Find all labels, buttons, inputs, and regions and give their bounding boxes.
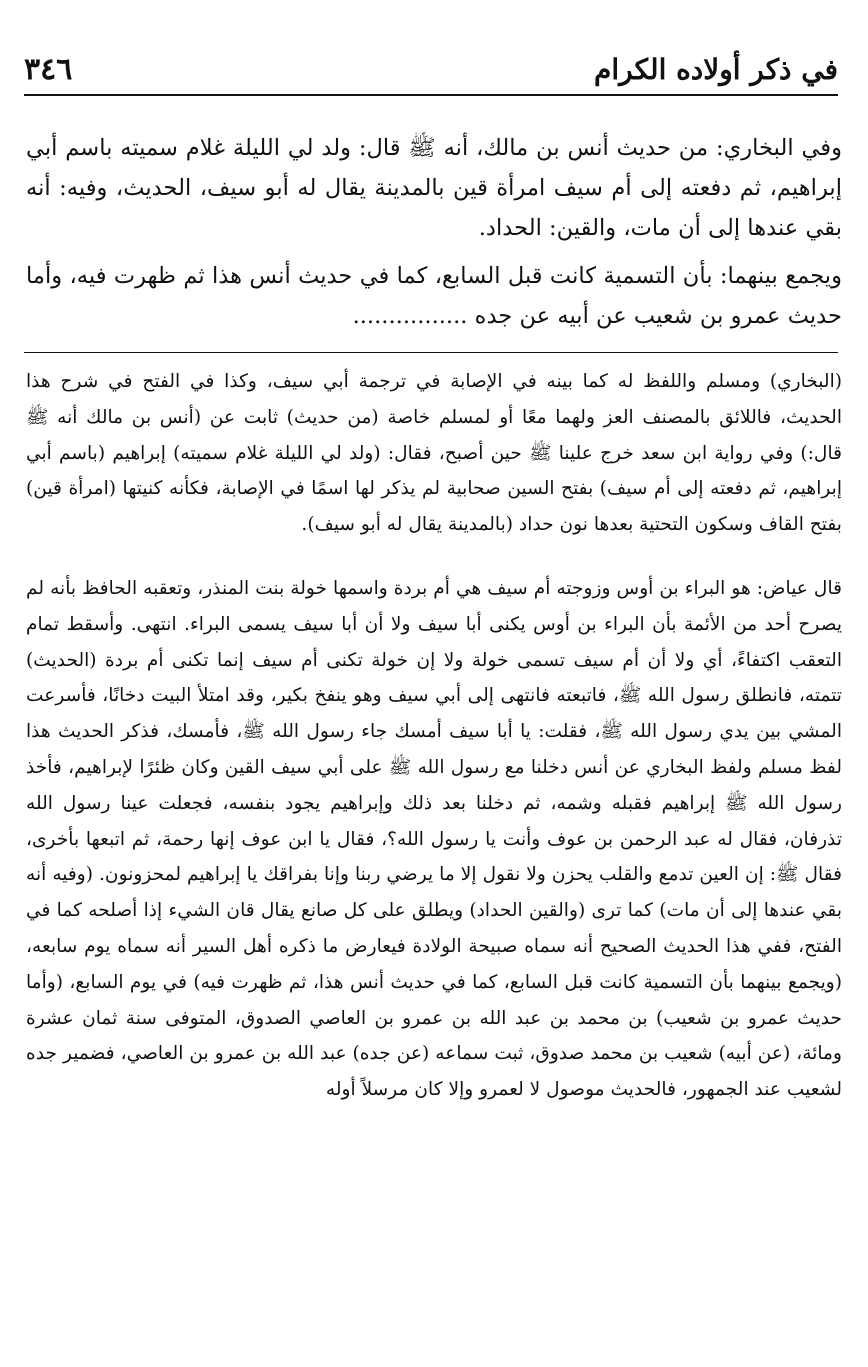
running-title: في ذكر أولاده الكرام [594,52,838,86]
page-header [24,44,838,96]
commentary-paragraph: قال عياض: هو البراء بن أوس وزوجته أم سيف هي أم بردة واسمها خولة بنت المنذر، وتعقبه الحافظ بأنه لم يصرح أحد من الأئمة بأن البراء بن أوس يكنى أبا سيف ولا أن أبا سيف يسمى البراء. انتهى. وأسقط تمام التعقب اكتفاءً، أي ولا أن أم سيف تسمى خولة ولا إن خولة تكنى أم سيف إنما تكنى أم بردة (الحديث) تتمته، فانطلق رسول الله ﷺ، فاتبعته فانتهى إلى أبي سيف وهو ينفخ بكير، وقد امتلأ البيت دخانًا، فأسرعت المشي بين يدي رسول الله ﷺ، فقلت: يا أبا سيف أمسك جاء رسول الله ﷺ، فأمسك، فذكر الحديث هذا لفظ مسلم ولفظ البخاري عن أنس دخلنا مع رسول الله ﷺ على أبي سيف القين وكان ظئرًا لإبراهيم، فأخذ رسول الله ﷺ إبراهيم فقبله وشمه، ثم دخلنا بعد ذلك وإبراهيم يجود بنفسه، فجعلت عينا رسول الله تذرفان، فقال له عبد الرحمن بن عوف وأنت يا رسول الله؟، فقال يا ابن عوف إنها رحمة، ثم اتبعها بأخرى، فقال ﷺ: إن العين تدمع والقلب يحزن ولا نقول إلا ما يرضي ربنا وإنا بفراقك يا إبراهيم لمحزونون. (وفيه أنه بقي عندها إلى أن مات) كما ترى (والقين الحداد) ويطلق على كل صانع يقال قان الشيء إذا أصلحه كما في الفتح، ففي هذا الحديث الصحيح أنه سماه صبيحة الولادة فيعارض ما ذكره أهل السير أنه سماه يوم سابعه، (ويجمع بينهما بأن التسمية كانت قبل السابع، كما في حديث أنس هذا، ثم ظهرت فيه) في يوم السابع، (وأما حديث عمرو بن شعيب) بن محمد بن عبد الله بن عمرو بن العاصي الصدوق، المتوفى سنة ثمان عشرة ومائة، (عن أبيه) شعيب بن محمد صدوق، ثبت سماعه (عن جده) عبد الله بن عمرو بن العاصي، فضمير جده لشعيب عند الجمهور، فالحديث موصول لا لعمرو وإلا كان مرسلاً أوله [26,577,842,1101]
page-number: ٣٤٦ [24,51,73,87]
matn-paragraph: ويجمع بينهما: بأن التسمية كانت قبل السابع، كما في حديث أنس هذا ثم ظهرت فيه، وأما حديث عمرو بن شعيب عن أبيه عن جده ................ [26,263,843,329]
commentary-text [26,364,842,1108]
commentary-paragraph: (البخاري) ومسلم واللفظ له كما بينه في الإصابة في ترجمة أبي سيف، وكذا في الفتح في شرح هذا الحديث، فاللائق بالمصنف العز ولهما معًا أو لمسلم خاصة (من حديث) ثابت عن (أنس بن مالك أنه ﷺ قال:) وفي رواية ابن سعد خرج علينا ﷺ حين أصبح، فقال: (ولد لي الليلة غلام سميته) إبراهيم (باسم أبي إبراهيم، ثم دفعته إلى أم سيف) بفتح السين صحابية لم يذكر لها اسمًا في الإصابة، فكأنه كنيتها (امرأة قين) بفتح القاف وسكون التحتية بعدها نون حداد (بالمدينة يقال له أبو سيف). [26,371,842,536]
matn-paragraph: وفي البخاري: من حديث أنس بن مالك، أنه ﷺ قال: ولد لي الليلة غلام سميته باسم أبي إبراهيم، ثم دفعته إلى أم سيف امرأة قين بالمدينة يقال له أبو سيف، الحديث، وفيه: أنه بقي عندها إلى أن مات، والقين: الحداد. [26,135,842,241]
section-divider [24,352,838,353]
matn-text [26,128,842,344]
